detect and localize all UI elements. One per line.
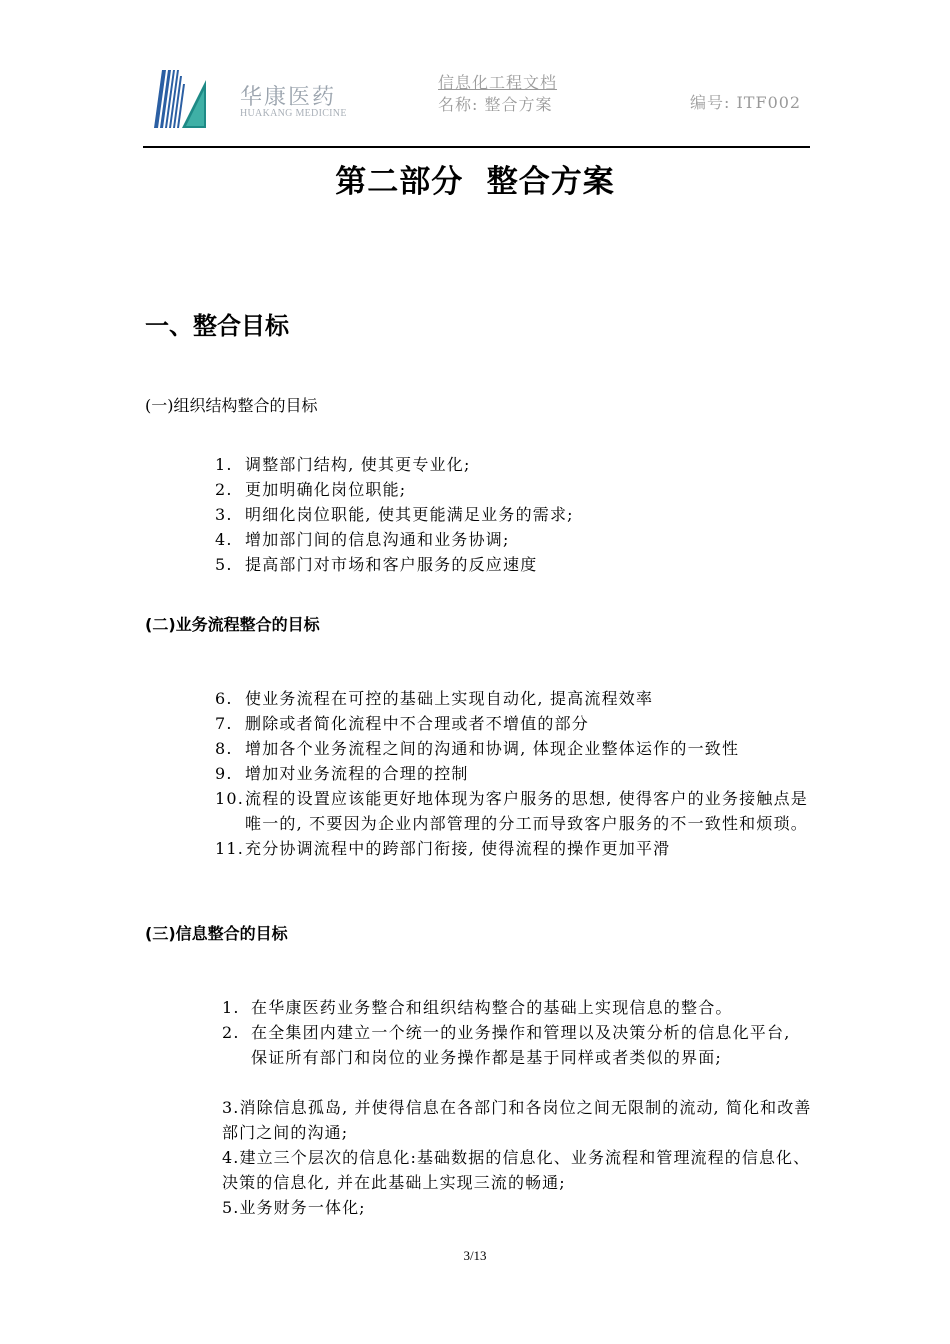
company-name-en: HUAKANG MEDICINE xyxy=(240,108,347,119)
subsection-title-2: (二)业务流程整合的目标 xyxy=(145,615,320,634)
info-goal-paragraph: 5.业务财务一体化; xyxy=(222,1198,366,1217)
list-item: 7. 删除或者简化流程中不合理或者不增值的部分 xyxy=(215,714,590,733)
list-item: 4. 增加部门间的信息沟通和业务协调; xyxy=(215,530,510,549)
info-goals-list xyxy=(222,995,810,1070)
process-goals-list xyxy=(215,686,810,861)
list-item: 2. 在全集团内建立一个统一的业务操作和管理以及决策分析的信息化平台, 保证所有部门和岗位的业务操作都是基于同样或者类似的界面; xyxy=(222,1023,791,1067)
list-item: 8. 增加各个业务流程之间的沟通和协调, 体现企业整体运作的一致性 xyxy=(215,739,740,758)
company-logo xyxy=(152,68,208,130)
list-item: 1. 调整部门结构, 使其更专业化; xyxy=(215,455,471,474)
list-item: 5. 提高部门对市场和客户服务的反应速度 xyxy=(215,555,538,574)
section-title: 一、整合目标 xyxy=(145,312,289,340)
subsection-title-3: (三)信息整合的目标 xyxy=(145,924,288,943)
info-goal-paragraph: 3.消除信息孤岛, 并使得信息在各部门和各岗位之间无限制的流动, 简化和改善部门之间的沟通; xyxy=(222,1098,812,1142)
list-item: 6. 使业务流程在可控的基础上实现自动化, 提高流程效率 xyxy=(215,689,654,708)
list-item: 3. 明细化岗位职能, 使其更能满足业务的需求; xyxy=(215,505,574,524)
company-name-cn: 华康医药 xyxy=(240,85,337,110)
document-number: 编号: ITF002 xyxy=(690,93,802,112)
list-item: 10. 流程的设置应该能更好地体现为客户服务的思想, 使得客户的业务接触点是唯一的, 不要因为企业内部管理的分工而导致客户服务的不一致性和烦琐。 xyxy=(215,789,808,833)
document-type: 信息化工程文档 xyxy=(438,73,558,92)
list-item: 9. 增加对业务流程的合理的控制 xyxy=(215,764,469,783)
subsection-title-1: (一)组织结构整合的目标 xyxy=(145,396,318,415)
part-title: 第二部分 整合方案 xyxy=(335,164,615,200)
info-goal-paragraph: 4.建立三个层次的信息化:基础数据的信息化、业务流程和管理流程的信息化、决策的信息化, 并在此基础上实现三流的畅通; xyxy=(222,1148,811,1192)
list-item: 1. 在华康医药业务整合和组织结构整合的基础上实现信息的整合。 xyxy=(222,998,733,1017)
list-item: 11. 充分协调流程中的跨部门衔接, 使得流程的操作更加平滑 xyxy=(215,839,671,858)
org-goals-list xyxy=(215,452,815,577)
page-number: 3/13 xyxy=(463,1248,487,1263)
header-divider xyxy=(143,146,810,148)
document-name: 名称: 整合方案 xyxy=(438,95,553,114)
list-item: 2. 更加明确化岗位职能; xyxy=(215,480,407,499)
